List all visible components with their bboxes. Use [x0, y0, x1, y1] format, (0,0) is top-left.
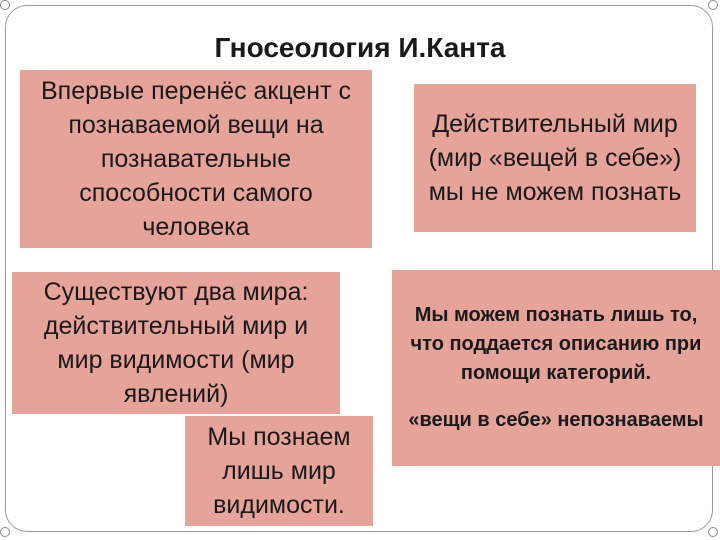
categories-text: Мы можем познать лишь то, что поддается описанию при помощи категорий. — [410, 304, 702, 384]
slide-title: Гносеология И.Канта — [214, 32, 506, 63]
corner-dot-top-left — [0, 0, 10, 10]
we-know-box — [185, 416, 373, 526]
two-worlds-text: Существуют два мира: действительный мир и мир видимости (мир явлений) — [43, 278, 309, 408]
real-world-box — [414, 84, 696, 232]
real-world-text: Действительный мир (мир «вещей в себе») мы не можем познать — [428, 110, 682, 206]
categories-box — [392, 270, 720, 466]
we-know-text: Мы познаем лишь мир видимости. — [207, 423, 351, 519]
accent-shift-text: Впервые перенёс акцент с познаваемой вещи на познавательные способности самого человека — [40, 77, 351, 241]
accent-shift-box — [20, 70, 372, 248]
corner-dot-top-right — [708, 0, 718, 10]
two-worlds-box — [12, 272, 340, 414]
corner-dot-bottom-left — [0, 527, 10, 537]
corner-dot-bottom-right — [708, 527, 718, 537]
things-in-themselves-text: «вещи в себе» непознаваемы — [408, 409, 704, 431]
